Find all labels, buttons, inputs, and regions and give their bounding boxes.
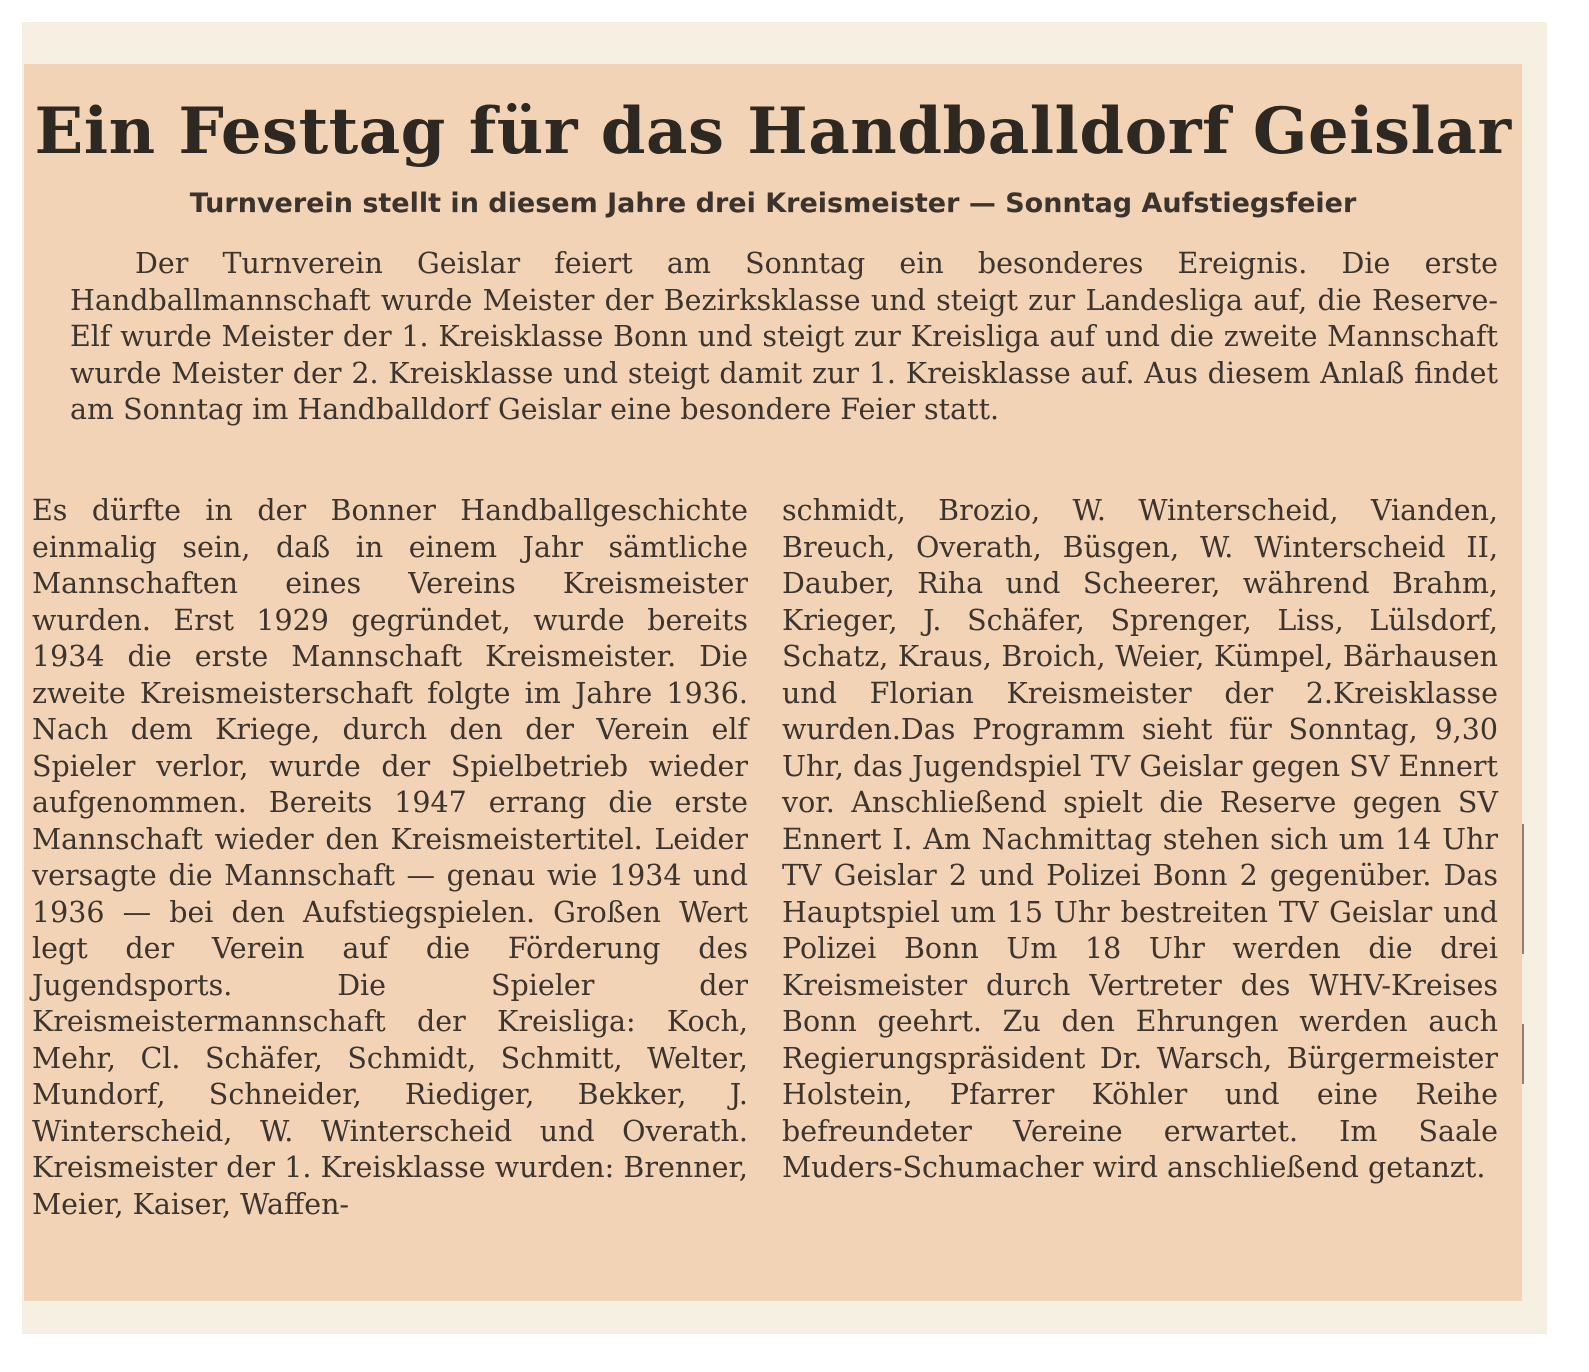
headline: Ein Festtag für das Handballdorf Geislar [34,94,1512,169]
lead-paragraph: Der Turnverein Geislar feiert am Sonntag ein besonderes Ereignis. Die erste Handballmannschaft wurde Meister der Bezirksklasse und steigt zur Landesliga auf, die Reserve-Elf wurde Meister der 1. Kreisklasse Bonn und steigt zur Kreisliga auf und die zweite Mannschaft wurde Meister der 2. Kreisklasse und steigt damit zur 1. Kreisklasse auf. Aus diesem Anlaß findet am Sonntag im Handballdorf Geislar eine besondere Feier statt. [70,247,1498,426]
column-rule [1522,1024,1524,1084]
column-right: schmidt, Brozio, W. Winterscheid, Vianden, Breuch, Overath, Büsgen, W. Winterscheid II, Dauber, Riha und Scheerer, während Brahm, Krieger, J. Schäfer, Sprenger, Liss, Lülsdorf, Schatz, Kraus, Broich, Weier, Kümpel, Bärhausen und Florian Kreismeister der 2.Kreisklasse wurden.Das Programm sieht für Sonntag, 9,30 Uhr, das Jugendspiel TV Geislar gegen SV Ennert vor. Anschließend spielt die Reserve gegen SV Ennert I. Am Nachmittag stehen sich um 14 Uhr TV Geislar 2 und Polizei Bonn 2 gegenüber. Das Hauptspiel um 15 Uhr bestreiten TV Geislar und Polizei Bonn Um 18 Uhr werden die drei Kreismeister durch Vertreter des WHV-Kreises Bonn geehrt. Zu den Ehrungen werden auch Regierungspräsident Dr. Warsch, Bürgermeister Holstein, Pfarrer Köhler und eine Reihe befreundeter Vereine erwartet. Im Saale Muders-Schumacher wird anschließend getanzt. [782,494,1498,1184]
newspaper-clipping [24,64,1522,1301]
subheadline: Turnverein stellt in diesem Jahre drei Kreismeister — Sonntag Aufstiegsfeier [189,188,1357,219]
column-left: Es dürfte in der Bonner Handballgeschichte einmalig sein, daß in einem Jahr sämtliche Mannschaften eines Vereins Kreismeister wurden. Erst 1929 gegründet, wurde bereits 1934 die erste Mannschaft Kreismeister. Die zweite Kreismeisterschaft folgte im Jahre 1936. Nach dem Kriege, durch den der Verein elf Spieler verlor, wurde der Spielbetrieb wieder aufgenommen. Bereits 1947 errang die erste Mannschaft wieder den Kreismeistertitel. Leider versagte die Mannschaft — genau wie 1934 und 1936 — bei den Aufstiegspielen. Großen Wert legt der Verein auf die Förderung des Jugendsports. Die Spieler der Kreismeistermannschaft der Kreisliga: Koch, Mehr, Cl. Schäfer, Schmidt, Schmitt, Welter, Mundorf, Schneider, Riediger, Bekker, J. Winterscheid, W. Winterscheid und Overath. Kreismeister der 1. Kreisklasse wurden: Brenner, Meier, Kaiser, Waffen- [32,494,748,1221]
column-rule [1522,824,1524,954]
